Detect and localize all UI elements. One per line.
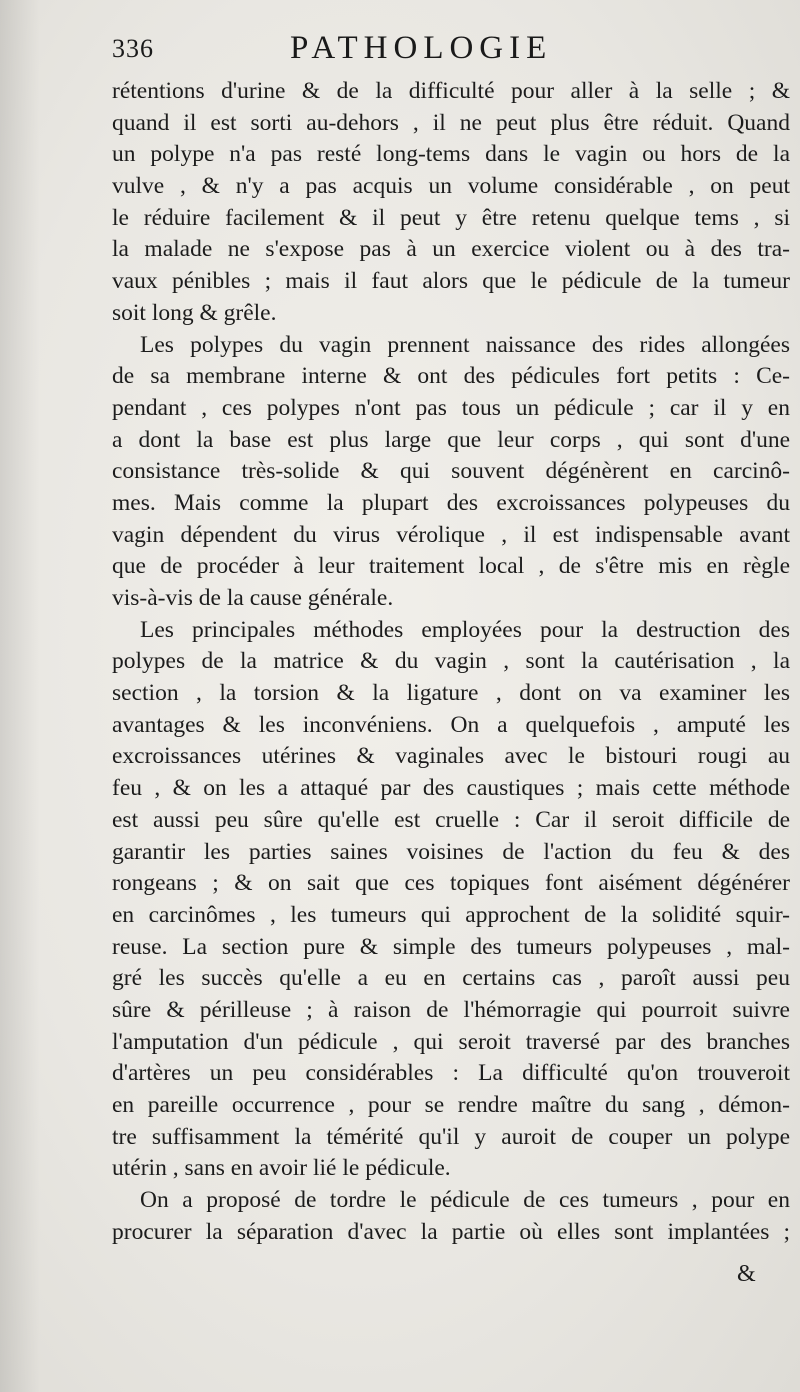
text-line: tre suffisamment la témérité qu'il y auroit de couper un polype — [112, 1123, 790, 1150]
text-line: section , la torsion & la ligature , dont on va examiner les — [112, 680, 790, 707]
text-line: vagin dépendent du virus vérolique , il est indispensable avant — [112, 521, 790, 548]
paragraph-start-line: Les principales méthodes employées pour la destruction des — [140, 616, 790, 643]
text-line: consistance très-solide & qui souvent dégénèrent en carcinô- — [112, 458, 790, 485]
text-line: pendant , ces polypes n'ont pas tous un pédicule ; car il y en — [112, 394, 790, 421]
text-line: le réduire facilement & il peut y être retenu quelque tems , si — [112, 204, 790, 231]
text-line: garantir les parties saines voisines de l'action du feu & des — [112, 838, 790, 865]
text-line: vis-à-vis de la cause générale. — [112, 585, 394, 611]
text-line: d'artères un peu considérables : La difficulté qu'on trouveroit — [112, 1060, 790, 1087]
text-line: procurer la séparation d'avec la partie où elles sont implantées ; — [112, 1218, 790, 1245]
text-line: avantages & les inconvéniens. On a quelquefois , amputé les — [112, 711, 790, 738]
text-line: rongeans ; & on sait que ces topiques font aisément dégénérer — [112, 870, 790, 897]
catchword: & — [737, 1261, 756, 1287]
text-line: soit long & grêle. — [112, 299, 277, 326]
text-line: polypes de la matrice & du vagin , sont la cautérisation , la — [112, 648, 790, 675]
body-text — [112, 76, 790, 1248]
page-fold-shadow — [0, 0, 40, 1392]
text-line: vulve , & n'y a pas acquis un volume considérable , on peut — [112, 173, 790, 200]
text-line: excroissances utérines & vaginales avec le bistouri rougi au — [112, 743, 790, 770]
text-line: est aussi peu sûre qu'elle est cruelle : Car il seroit difficile de — [112, 806, 790, 833]
text-line: la malade ne s'expose pas à un exercice violent ou à des tra- — [112, 236, 790, 263]
text-line: feu , & on les a attaqué par des caustiques ; mais cette méthode — [112, 775, 790, 802]
text-line: utérin , sans en avoir lié le pédicule. — [112, 1155, 451, 1182]
text-line: gré les succès qu'elle a eu en certains cas , paroît aussi peu — [112, 965, 790, 992]
text-line: sûre & périlleuse ; à raison de l'hémorragie qui pourroit suivre — [112, 996, 790, 1023]
text-line: rétentions d'urine & de la difficulté pour aller à la selle ; & — [112, 78, 790, 104]
text-line: en pareille occurrence , pour se rendre maître du sang , démon- — [112, 1092, 790, 1118]
paragraph-start-line: Les polypes du vagin prennent naissance des rides allongées — [140, 331, 790, 358]
text-line: quand il est sorti au-dehors , il ne peut plus être réduit. Quand — [112, 109, 790, 136]
text-line: un polype n'a pas resté long-tems dans le vagin ou hors de la — [112, 141, 790, 168]
text-line: de sa membrane interne & ont des pédicules fort petits : Ce- — [112, 363, 790, 390]
page-number: 336 — [112, 34, 154, 63]
text-line: reuse. La section pure & simple des tumeurs polypeuses , mal- — [112, 933, 790, 960]
text-line: en carcinômes , les tumeurs qui approchent de la solidité squir- — [112, 901, 790, 928]
text-line: mes. Mais comme la plupart des excroissances polypeuses du — [112, 489, 790, 516]
text-line: vaux pénibles ; mais il faut alors que le pédicule de la tumeur — [112, 268, 790, 295]
text-line: l'amputation d'un pédicule , qui seroit traversé par des branches — [112, 1028, 790, 1055]
paragraph-start-line: On a proposé de tordre le pédicule de ces tumeurs , pour en — [140, 1187, 790, 1214]
text-line: a dont la base est plus large que leur corps , qui sont d'une — [112, 426, 790, 453]
page-header — [112, 28, 790, 74]
running-title: PATHOLOGIE — [290, 30, 553, 66]
text-line: que de procéder à leur traitement local , de s'être mis en règle — [112, 553, 790, 580]
